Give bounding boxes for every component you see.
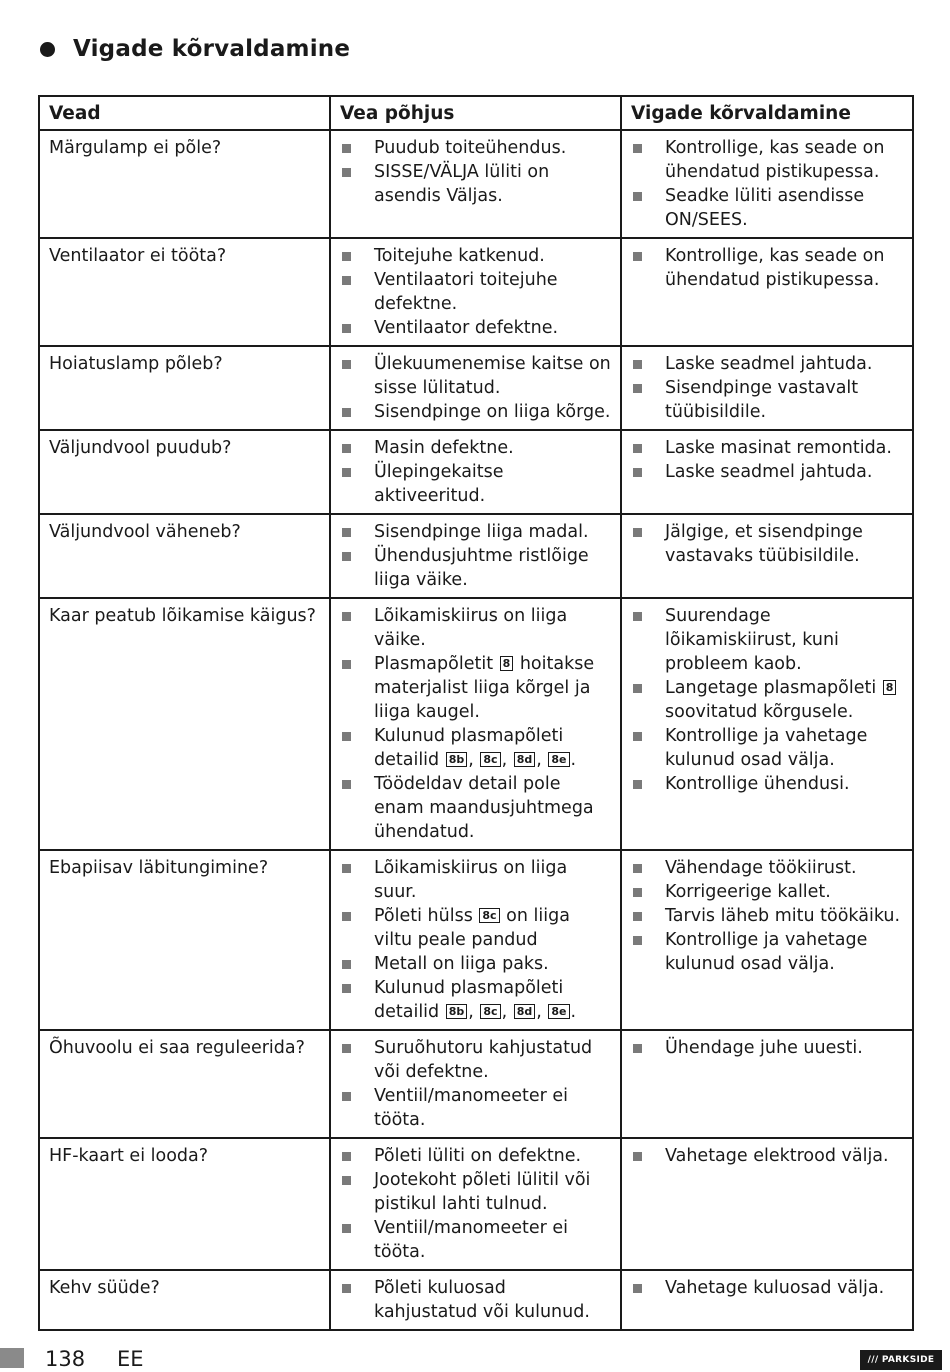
- fault-cell: Ventilaator ei tööta?: [39, 238, 330, 346]
- cause-list: [340, 1276, 611, 1324]
- part-reference-label: 8d: [514, 752, 536, 767]
- item-text: Lõikamiskiirus on liiga suur.: [374, 858, 568, 902]
- remedy-cell: [621, 1030, 913, 1138]
- remedy-list: [631, 856, 903, 976]
- cause-item: [340, 1216, 611, 1264]
- fault-cell: Õhuvoolu ei saa reguleerida?: [39, 1030, 330, 1138]
- table-row: [39, 1270, 913, 1330]
- item-text: Ventiil/manomeeter ei tööta.: [374, 1086, 568, 1130]
- cause-list: [340, 520, 611, 592]
- cause-item: [340, 520, 611, 544]
- item-text: Metall on liiga paks.: [374, 954, 549, 974]
- part-reference-label: 8: [883, 680, 897, 695]
- remedy-item: [631, 1276, 903, 1300]
- cause-item: [340, 976, 611, 1024]
- square-bullet-icon: [342, 1044, 351, 1053]
- item-text: Põleti kuluosad kahjustatud või kulunud.: [374, 1278, 590, 1322]
- item-text: hoitakse materjalist liiga kõrgel ja liiga kaugel.: [374, 654, 595, 722]
- square-bullet-icon: [342, 912, 351, 921]
- item-text: Ühendusjuhtme ristlõige liiga väike.: [374, 546, 589, 590]
- cause-item: [340, 952, 611, 976]
- cause-item: [340, 268, 611, 316]
- item-text: Sisendpinge vastavalt tüübisildile.: [665, 378, 859, 422]
- item-text: Toitejuhe katkenud.: [374, 246, 545, 266]
- remedy-item: [631, 724, 903, 772]
- item-text: Sisendpinge on liiga kõrge.: [374, 402, 611, 422]
- item-text: Ühendage juhe uuesti.: [665, 1038, 863, 1058]
- item-text: Seadke lüliti asendisse ON/SEES.: [665, 186, 865, 230]
- cause-item: [340, 604, 611, 652]
- remedy-list: [631, 244, 903, 292]
- fault-cell: Väljundvool väheneb?: [39, 514, 330, 598]
- square-bullet-icon: [633, 444, 642, 453]
- square-bullet-icon: [342, 1176, 351, 1185]
- square-bullet-icon: [342, 984, 351, 993]
- remedy-cell: [621, 1138, 913, 1270]
- item-text: on liiga viltu peale pandud: [374, 906, 570, 950]
- cause-cell: [330, 1270, 621, 1330]
- square-bullet-icon: [633, 468, 642, 477]
- square-bullet-icon: [342, 660, 351, 669]
- cause-cell: [330, 850, 621, 1030]
- square-bullet-icon: [342, 528, 351, 537]
- square-bullet-icon: [342, 612, 351, 621]
- remedy-item: [631, 136, 903, 184]
- cause-item: [340, 460, 611, 508]
- square-bullet-icon: [633, 864, 642, 873]
- item-text: Tarvis läheb mitu töökäiku.: [665, 906, 901, 926]
- item-text: ,: [501, 1002, 513, 1022]
- square-bullet-icon: [342, 960, 351, 969]
- part-reference-label: 8c: [479, 908, 499, 923]
- square-bullet-icon: [633, 528, 642, 537]
- square-bullet-icon: [342, 1092, 351, 1101]
- troubleshooting-table: [38, 95, 914, 1331]
- cause-list: [340, 604, 611, 844]
- table-row: [39, 1138, 913, 1270]
- fault-cell: Väljundvool puudub?: [39, 430, 330, 514]
- square-bullet-icon: [342, 1284, 351, 1293]
- square-bullet-icon: [342, 732, 351, 741]
- table-row: [39, 430, 913, 514]
- square-bullet-icon: [633, 1152, 642, 1161]
- square-bullet-icon: [342, 276, 351, 285]
- item-text: Kontrollige, kas seade on ühendatud pistikupessa.: [665, 138, 885, 182]
- part-reference-label: 8d: [514, 1004, 536, 1019]
- cause-list: [340, 436, 611, 508]
- remedy-item: [631, 856, 903, 880]
- item-text: Lõikamiskiirus on liiga väike.: [374, 606, 568, 650]
- cause-item: [340, 400, 611, 424]
- table-row: [39, 850, 913, 1030]
- item-text: Jootekoht põleti lülitil või pistikul lahti tulnud.: [374, 1170, 591, 1214]
- cause-item: [340, 160, 611, 208]
- part-reference-label: 8c: [480, 752, 500, 767]
- cause-cell: [330, 514, 621, 598]
- square-bullet-icon: [342, 408, 351, 417]
- remedy-item: [631, 928, 903, 976]
- remedy-cell: [621, 130, 913, 238]
- remedy-list: [631, 436, 903, 484]
- square-bullet-icon: [633, 1044, 642, 1053]
- square-bullet-icon: [633, 192, 642, 201]
- item-text: Laske seadmel jahtuda.: [665, 462, 873, 482]
- remedy-list: [631, 352, 903, 424]
- remedy-item: [631, 772, 903, 796]
- remedy-item: [631, 460, 903, 484]
- cause-list: [340, 856, 611, 1024]
- item-text: Jälgige, et sisendpinge vastavaks tüübisildile.: [665, 522, 863, 566]
- item-text: Korrigeerige kallet.: [665, 882, 831, 902]
- cause-cell: [330, 238, 621, 346]
- remedy-list: [631, 520, 903, 568]
- part-reference-label: 8b: [446, 1004, 468, 1019]
- item-text: ,: [501, 750, 513, 770]
- cause-list: [340, 1036, 611, 1132]
- cause-item: [340, 244, 611, 268]
- cause-list: [340, 352, 611, 424]
- cause-item: [340, 1084, 611, 1132]
- header-faults: Vead: [39, 96, 330, 130]
- item-text: ,: [468, 1002, 480, 1022]
- cause-item: [340, 1276, 611, 1324]
- square-bullet-icon: [342, 468, 351, 477]
- item-text: Põleti hülss: [374, 906, 479, 926]
- remedy-cell: [621, 346, 913, 430]
- cause-item: [340, 1168, 611, 1216]
- square-bullet-icon: [633, 612, 642, 621]
- cause-cell: [330, 1030, 621, 1138]
- cause-item: [340, 352, 611, 400]
- remedy-item: [631, 184, 903, 232]
- table-row: [39, 238, 913, 346]
- page-footer: [0, 1346, 950, 1372]
- cause-item: [340, 436, 611, 460]
- cause-cell: [330, 430, 621, 514]
- remedy-list: [631, 1276, 903, 1300]
- item-text: Põleti lüliti on defektne.: [374, 1146, 582, 1166]
- remedy-item: [631, 880, 903, 904]
- square-bullet-icon: [633, 684, 642, 693]
- remedy-item: [631, 520, 903, 568]
- item-text: .: [570, 750, 577, 770]
- remedy-item: [631, 676, 903, 724]
- item-text: Ventilaatori toitejuhe defektne.: [374, 270, 558, 314]
- table-row: [39, 514, 913, 598]
- square-bullet-icon: [633, 912, 642, 921]
- remedy-cell: [621, 850, 913, 1030]
- square-bullet-icon: [342, 168, 351, 177]
- footer-marker: [0, 1348, 24, 1368]
- square-bullet-icon: [633, 936, 642, 945]
- square-bullet-icon: [633, 252, 642, 261]
- item-text: Suurendage lõikamiskiirust, kuni probleem kaob.: [665, 606, 839, 674]
- item-text: Kontrollige ühendusi.: [665, 774, 850, 794]
- square-bullet-icon: [633, 1284, 642, 1293]
- part-reference-label: 8e: [548, 1004, 569, 1019]
- square-bullet-icon: [342, 552, 351, 561]
- remedy-item: [631, 904, 903, 928]
- table-header-row: [39, 96, 913, 130]
- square-bullet-icon: [342, 360, 351, 369]
- square-bullet-icon: [633, 732, 642, 741]
- remedy-cell: [621, 430, 913, 514]
- brand-logo: /// PARKSIDE: [860, 1350, 942, 1370]
- remedy-item: [631, 352, 903, 376]
- remedy-cell: [621, 1270, 913, 1330]
- cause-item: [340, 316, 611, 340]
- cause-cell: [330, 598, 621, 850]
- table-row: [39, 346, 913, 430]
- cause-cell: [330, 1138, 621, 1270]
- item-text: Kontrollige ja vahetage kulunud osad välja.: [665, 930, 868, 974]
- square-bullet-icon: [633, 888, 642, 897]
- table-row: [39, 130, 913, 238]
- table-body: [39, 130, 913, 1330]
- cause-cell: [330, 346, 621, 430]
- item-text: Puudub toiteühendus.: [374, 138, 567, 158]
- item-text: Vahetage kuluosad välja.: [665, 1278, 885, 1298]
- remedy-list: [631, 136, 903, 232]
- square-bullet-icon: [633, 384, 642, 393]
- item-text: Kontrollige ja vahetage kulunud osad välja.: [665, 726, 868, 770]
- part-reference-label: 8: [500, 656, 514, 671]
- remedy-item: [631, 1036, 903, 1060]
- item-text: Kulunud plasmapõleti detailid: [374, 978, 564, 1022]
- square-bullet-icon: [342, 780, 351, 789]
- cause-list: [340, 136, 611, 208]
- remedy-item: [631, 244, 903, 292]
- square-bullet-icon: [633, 360, 642, 369]
- item-text: Suruõhutoru kahjustatud või defektne.: [374, 1038, 593, 1082]
- remedy-list: [631, 604, 903, 796]
- square-bullet-icon: [342, 864, 351, 873]
- item-text: ,: [536, 1002, 548, 1022]
- item-text: Masin defektne.: [374, 438, 514, 458]
- item-text: soovitatud kõrgusele.: [665, 702, 854, 722]
- item-text: ,: [536, 750, 548, 770]
- item-text: ,: [468, 750, 480, 770]
- square-bullet-icon: [342, 1224, 351, 1233]
- item-text: Laske masinat remontida.: [665, 438, 892, 458]
- fault-cell: Kehv süüde?: [39, 1270, 330, 1330]
- remedy-list: [631, 1144, 903, 1168]
- item-text: Ventilaator defektne.: [374, 318, 559, 338]
- cause-cell: [330, 130, 621, 238]
- cause-item: [340, 1144, 611, 1168]
- item-text: Kulunud plasmapõleti detailid: [374, 726, 564, 770]
- square-bullet-icon: [342, 1152, 351, 1161]
- page-number: 138: [45, 1347, 86, 1371]
- part-reference-label: 8b: [446, 752, 468, 767]
- fault-cell: Kaar peatub lõikamise käigus?: [39, 598, 330, 850]
- table-row: [39, 598, 913, 850]
- item-text: Laske seadmel jahtuda.: [665, 354, 873, 374]
- item-text: Ülepingekaitse aktiveeritud.: [374, 462, 504, 506]
- cause-item: [340, 772, 611, 844]
- fault-cell: Märgulamp ei põle?: [39, 130, 330, 238]
- item-text: Töödeldav detail pole enam maandusjuhtmega ühendatud.: [374, 774, 594, 842]
- bullet-dot-icon: [40, 42, 55, 57]
- item-text: Ventiil/manomeeter ei tööta.: [374, 1218, 568, 1262]
- square-bullet-icon: [342, 324, 351, 333]
- header-remedies: Vigade kõrvaldamine: [621, 96, 913, 130]
- remedy-item: [631, 604, 903, 676]
- fault-cell: Ebapiisav läbitungimine?: [39, 850, 330, 1030]
- item-text: Vahetage elektrood välja.: [665, 1146, 889, 1166]
- fault-cell: HF-kaart ei looda?: [39, 1138, 330, 1270]
- remedy-item: [631, 1144, 903, 1168]
- part-reference-label: 8e: [548, 752, 569, 767]
- item-text: Plasmapõletit: [374, 654, 499, 674]
- item-text: Sisendpinge liiga madal.: [374, 522, 589, 542]
- remedy-cell: [621, 514, 913, 598]
- table-row: [39, 1030, 913, 1138]
- cause-item: [340, 544, 611, 592]
- remedy-list: [631, 1036, 903, 1060]
- language-code: EE: [117, 1347, 144, 1371]
- cause-item: [340, 856, 611, 904]
- item-text: Langetage plasmapõleti: [665, 678, 882, 698]
- cause-item: [340, 652, 611, 724]
- item-text: Kontrollige, kas seade on ühendatud pistikupessa.: [665, 246, 885, 290]
- heading-text: Vigade kõrvaldamine: [73, 36, 351, 62]
- section-heading: [40, 36, 350, 62]
- item-text: .: [570, 1002, 577, 1022]
- cause-item: [340, 724, 611, 772]
- square-bullet-icon: [342, 252, 351, 261]
- cause-list: [340, 244, 611, 340]
- square-bullet-icon: [342, 444, 351, 453]
- remedy-item: [631, 376, 903, 424]
- remedy-cell: [621, 238, 913, 346]
- remedy-item: [631, 436, 903, 460]
- cause-item: [340, 136, 611, 160]
- fault-cell: Hoiatuslamp põleb?: [39, 346, 330, 430]
- item-text: Ülekuumenemise kaitse on sisse lülitatud.: [374, 354, 611, 398]
- item-text: SISSE/VÄLJA lüliti on asendis Väljas.: [374, 162, 550, 206]
- item-text: Vähendage töökiirust.: [665, 858, 857, 878]
- square-bullet-icon: [633, 780, 642, 789]
- square-bullet-icon: [342, 144, 351, 153]
- remedy-cell: [621, 598, 913, 850]
- cause-item: [340, 1036, 611, 1084]
- cause-list: [340, 1144, 611, 1264]
- header-causes: Vea põhjus: [330, 96, 621, 130]
- square-bullet-icon: [633, 144, 642, 153]
- cause-item: [340, 904, 611, 952]
- part-reference-label: 8c: [480, 1004, 500, 1019]
